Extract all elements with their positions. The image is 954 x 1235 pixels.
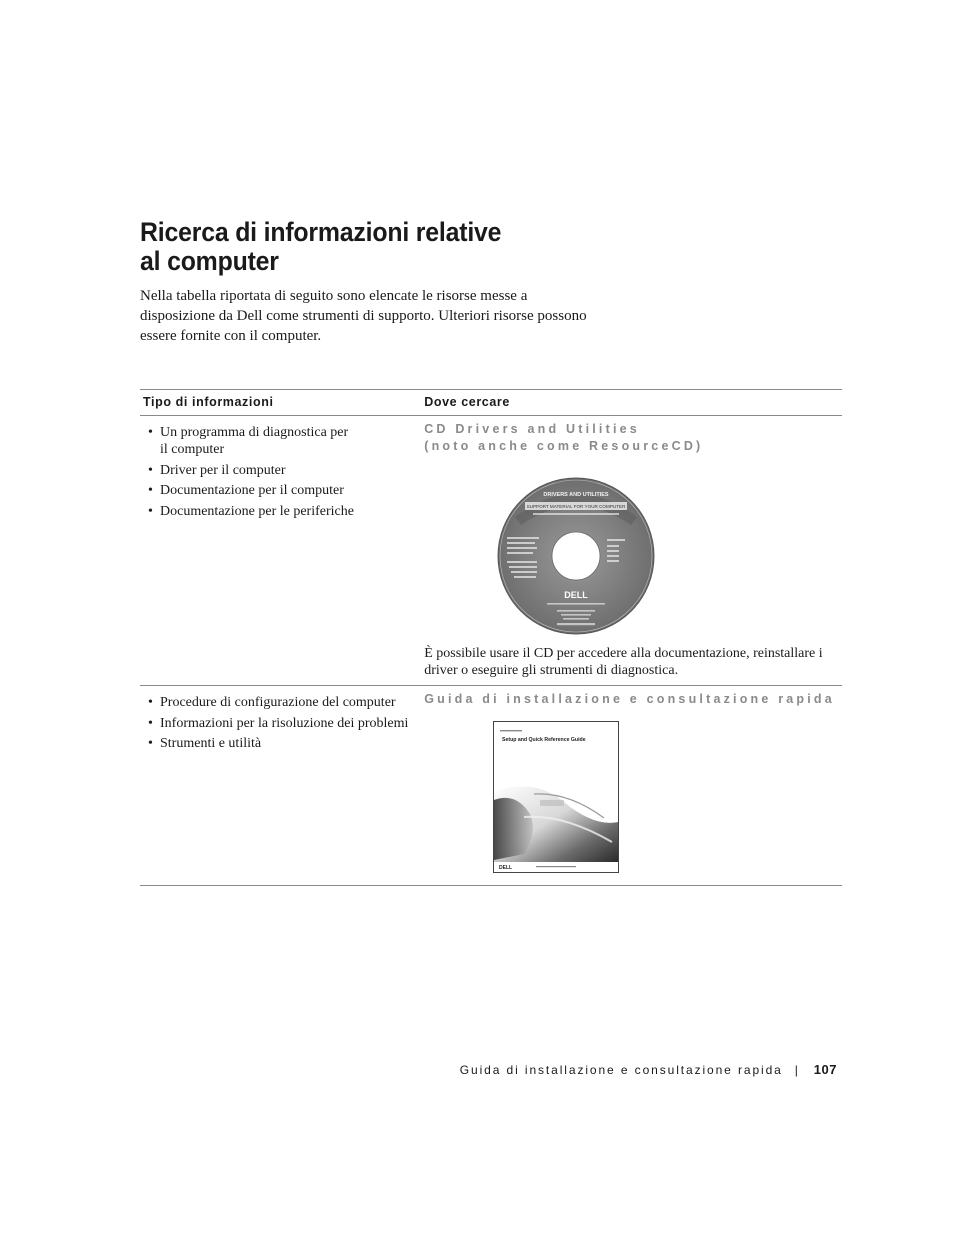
cd-label-subtitle: SUPPORT MATERIAL FOR YOUR COMPUTER (526, 504, 626, 509)
list-item: • Documentazione per le periferiche (148, 503, 354, 519)
info-type-list (140, 686, 421, 752)
dell-logo-icon: DELL (499, 865, 513, 871)
page-title (140, 218, 618, 276)
intro-line: disposizione da Dell come strumenti di supporto. Ulteriori risorse possono (140, 308, 587, 324)
intro-line: Nella tabella riportata di seguito sono elencate le risorse messe a (140, 288, 528, 304)
page-number: 107 (813, 1062, 837, 1077)
info-type-cell (140, 416, 421, 686)
list-item: • Strumenti e utilità (148, 736, 262, 751)
where-to-look-cell (421, 686, 842, 886)
list-item: • Driver per il computer (148, 462, 286, 478)
footer-separator: | (794, 1063, 800, 1077)
list-item: • Informazioni per la risoluzione dei problemi (148, 715, 409, 731)
column-header-info-type: Tipo di informazioni (140, 390, 421, 416)
list-item: • Un programma di diagnostica per il computer (148, 425, 349, 457)
cd-disc-icon (497, 477, 655, 635)
intro-paragraph (140, 286, 640, 346)
table-row (140, 416, 842, 686)
intro-line: essere fornite con il computer. (140, 328, 322, 344)
page-title-line: Ricerca di informazioni relative (140, 217, 502, 247)
info-type-list (140, 416, 421, 520)
resources-table (140, 389, 842, 886)
list-item: • Documentazione per il computer (148, 483, 344, 498)
info-type-cell (140, 686, 421, 886)
resource-cd-image (421, 455, 842, 639)
resource-description: È possibile usare il CD per accedere alla documentazione, reinstallare i driver o eseguire gli strumenti di diagnostica. (424, 646, 823, 678)
booklet-icon (494, 722, 618, 872)
cd-label-top: DRIVERS AND UTILITIES (543, 492, 609, 498)
booklet-title: Setup and Quick Reference Guide (502, 737, 586, 743)
booklet-cover (493, 721, 619, 873)
list-item: • Procedure di configurazione del computer (148, 695, 396, 710)
table-header-row (140, 390, 842, 416)
dell-logo-icon: DELL (564, 590, 588, 600)
column-header-where-to-look: Dove cercare (421, 390, 842, 416)
page-footer (460, 1062, 837, 1077)
table-row (140, 686, 842, 886)
page-title-line: al computer (140, 246, 279, 276)
resource-title: CD Drivers and Utilities (noto anche come ResourceCD) (424, 422, 704, 453)
resource-title: Guida di installazione e consultazione rapida (424, 692, 835, 706)
where-to-look-cell (421, 416, 842, 686)
setup-guide-image (421, 708, 842, 885)
footer-guide-name: Guida di installazione e consultazione rapida (459, 1063, 783, 1077)
